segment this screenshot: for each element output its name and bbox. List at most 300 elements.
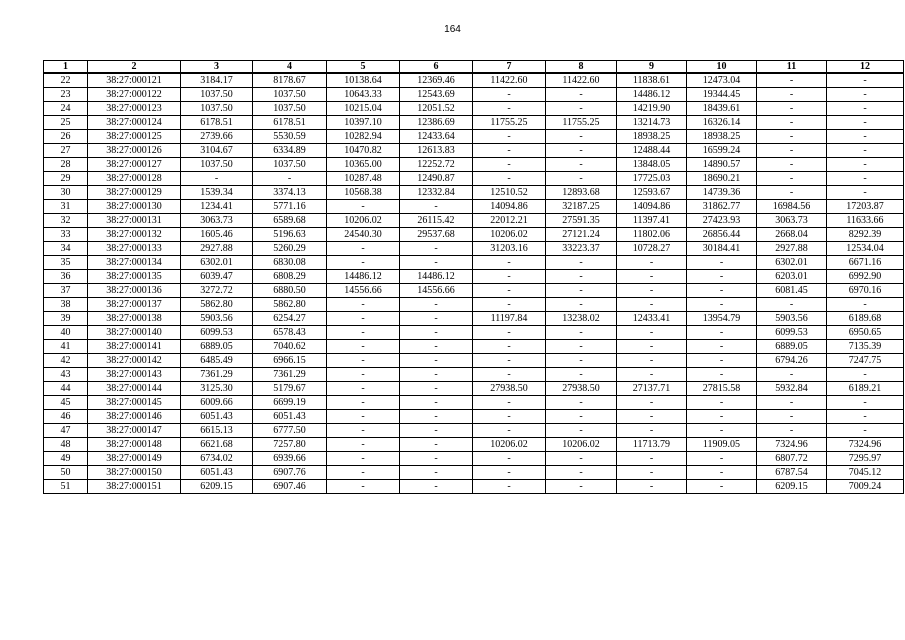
table-cell: 1037.50 bbox=[253, 88, 327, 102]
table-cell: - bbox=[827, 102, 904, 116]
table-cell: 12893.68 bbox=[546, 186, 617, 200]
table-cell: - bbox=[400, 438, 473, 452]
table-cell: 11755.25 bbox=[473, 116, 546, 130]
table-row bbox=[44, 116, 904, 130]
table-cell: 6889.05 bbox=[181, 340, 253, 354]
table-cell: 24 bbox=[44, 102, 88, 116]
table-cell: - bbox=[400, 312, 473, 326]
table-cell: - bbox=[757, 172, 827, 186]
table-cell: - bbox=[617, 466, 687, 480]
table-cell: 29 bbox=[44, 172, 88, 186]
table-cell: 37 bbox=[44, 284, 88, 298]
table-cell: 6615.13 bbox=[181, 424, 253, 438]
table-cell: 6209.15 bbox=[181, 480, 253, 494]
table-row bbox=[44, 158, 904, 172]
table-cell: - bbox=[473, 410, 546, 424]
table-cell: 49 bbox=[44, 452, 88, 466]
table-cell: - bbox=[473, 368, 546, 382]
table-cell: - bbox=[327, 410, 400, 424]
table-cell: 48 bbox=[44, 438, 88, 452]
table-cell: 12613.83 bbox=[400, 144, 473, 158]
table-cell: - bbox=[473, 284, 546, 298]
table-cell: 38:27:000135 bbox=[88, 270, 181, 284]
table-cell: 7135.39 bbox=[827, 340, 904, 354]
table-cell: 6485.49 bbox=[181, 354, 253, 368]
table-cell: - bbox=[827, 410, 904, 424]
table-cell: 7045.12 bbox=[827, 466, 904, 480]
table-cell: - bbox=[473, 396, 546, 410]
table-cell: - bbox=[327, 368, 400, 382]
table-row bbox=[44, 228, 904, 242]
table-cell: 11713.79 bbox=[617, 438, 687, 452]
table-cell: 29537.68 bbox=[400, 228, 473, 242]
table-cell: - bbox=[473, 452, 546, 466]
table-cell: - bbox=[327, 452, 400, 466]
table-cell: 6009.66 bbox=[181, 396, 253, 410]
data-table bbox=[43, 60, 904, 494]
table-cell: 1037.50 bbox=[181, 102, 253, 116]
table-cell: 1037.50 bbox=[181, 88, 253, 102]
table-cell: 25 bbox=[44, 116, 88, 130]
table-cell: - bbox=[827, 172, 904, 186]
table-cell: 38:27:000123 bbox=[88, 102, 181, 116]
table-cell: - bbox=[687, 466, 757, 480]
table-cell: 3272.72 bbox=[181, 284, 253, 298]
table-cell: - bbox=[827, 186, 904, 200]
table-cell: 18439.61 bbox=[687, 102, 757, 116]
table-cell: 14486.12 bbox=[327, 270, 400, 284]
column-header: 6 bbox=[400, 61, 473, 74]
table-row bbox=[44, 452, 904, 466]
table-cell: 14219.90 bbox=[617, 102, 687, 116]
table-cell: 12593.67 bbox=[617, 186, 687, 200]
table-cell: - bbox=[687, 270, 757, 284]
table-cell: - bbox=[687, 480, 757, 494]
table-cell: - bbox=[757, 158, 827, 172]
table-cell: 6671.16 bbox=[827, 256, 904, 270]
table-cell: 2927.88 bbox=[181, 242, 253, 256]
table-cell: 43 bbox=[44, 368, 88, 382]
table-cell: 38:27:000133 bbox=[88, 242, 181, 256]
table-cell: - bbox=[546, 172, 617, 186]
table-cell: 12051.52 bbox=[400, 102, 473, 116]
table-cell: - bbox=[617, 326, 687, 340]
table-cell: 39 bbox=[44, 312, 88, 326]
table-row bbox=[44, 312, 904, 326]
table-cell: - bbox=[253, 172, 327, 186]
table-row bbox=[44, 88, 904, 102]
table-row bbox=[44, 410, 904, 424]
table-cell: - bbox=[757, 424, 827, 438]
table-cell: - bbox=[327, 480, 400, 494]
table-cell: 2668.04 bbox=[757, 228, 827, 242]
table-row bbox=[44, 438, 904, 452]
table-cell: 38:27:000147 bbox=[88, 424, 181, 438]
table-cell: 7295.97 bbox=[827, 452, 904, 466]
table-cell: 6302.01 bbox=[757, 256, 827, 270]
table-cell: 45 bbox=[44, 396, 88, 410]
table-row bbox=[44, 172, 904, 186]
table-cell: - bbox=[473, 144, 546, 158]
table-cell: 27423.93 bbox=[687, 214, 757, 228]
table-cell: 7361.29 bbox=[253, 368, 327, 382]
table-cell: 38:27:000121 bbox=[88, 73, 181, 88]
table-cell: - bbox=[400, 340, 473, 354]
table-row bbox=[44, 326, 904, 340]
table-cell: - bbox=[827, 298, 904, 312]
table-cell: 6334.89 bbox=[253, 144, 327, 158]
table-cell: 12490.87 bbox=[400, 172, 473, 186]
table-cell: - bbox=[757, 298, 827, 312]
table-cell: 6039.47 bbox=[181, 270, 253, 284]
table-cell: 38:27:000134 bbox=[88, 256, 181, 270]
table-cell: 38 bbox=[44, 298, 88, 312]
table-cell: 6189.68 bbox=[827, 312, 904, 326]
table-row bbox=[44, 186, 904, 200]
table-cell: - bbox=[757, 396, 827, 410]
table-cell: - bbox=[327, 298, 400, 312]
table-cell: - bbox=[546, 326, 617, 340]
table-cell: 31 bbox=[44, 200, 88, 214]
table-cell: 10287.48 bbox=[327, 172, 400, 186]
table-cell: - bbox=[757, 116, 827, 130]
table-cell: 10206.02 bbox=[473, 438, 546, 452]
table-cell: 12433.41 bbox=[617, 312, 687, 326]
table-cell: - bbox=[617, 284, 687, 298]
table-cell: 18690.21 bbox=[687, 172, 757, 186]
table-cell: 13954.79 bbox=[687, 312, 757, 326]
table-cell: 16599.24 bbox=[687, 144, 757, 158]
table-cell: 1037.50 bbox=[253, 158, 327, 172]
table-cell: - bbox=[827, 158, 904, 172]
table-cell: 38:27:000150 bbox=[88, 466, 181, 480]
table-cell: - bbox=[687, 256, 757, 270]
table-row bbox=[44, 256, 904, 270]
table-cell: 14094.86 bbox=[617, 200, 687, 214]
table-cell: 14739.36 bbox=[687, 186, 757, 200]
table-cell: - bbox=[473, 298, 546, 312]
table-cell: - bbox=[617, 270, 687, 284]
table-cell: - bbox=[546, 158, 617, 172]
table-cell: 33223.37 bbox=[546, 242, 617, 256]
table-cell: 32187.25 bbox=[546, 200, 617, 214]
table-cell: 1539.34 bbox=[181, 186, 253, 200]
table-cell: 38:27:000136 bbox=[88, 284, 181, 298]
table-cell: - bbox=[327, 256, 400, 270]
table-cell: - bbox=[757, 88, 827, 102]
table-cell: 31203.16 bbox=[473, 242, 546, 256]
table-cell: 6302.01 bbox=[181, 256, 253, 270]
table-cell: - bbox=[827, 396, 904, 410]
table-cell: 14556.66 bbox=[400, 284, 473, 298]
table-cell: 6051.43 bbox=[253, 410, 327, 424]
table-cell: 38:27:000131 bbox=[88, 214, 181, 228]
table-cell: 38:27:000125 bbox=[88, 130, 181, 144]
table-cell: 11422.60 bbox=[546, 73, 617, 88]
table-row bbox=[44, 242, 904, 256]
table-cell: 6889.05 bbox=[757, 340, 827, 354]
table-cell: 8178.67 bbox=[253, 73, 327, 88]
table-cell: - bbox=[546, 144, 617, 158]
table-cell: 10206.02 bbox=[473, 228, 546, 242]
table-cell: 38:27:000144 bbox=[88, 382, 181, 396]
table-cell: 10282.94 bbox=[327, 130, 400, 144]
table-cell: 10215.04 bbox=[327, 102, 400, 116]
table-cell: - bbox=[687, 424, 757, 438]
table-cell: 38:27:000128 bbox=[88, 172, 181, 186]
table-cell: 10470.82 bbox=[327, 144, 400, 158]
table-cell: 38:27:000143 bbox=[88, 368, 181, 382]
header-row bbox=[44, 61, 904, 74]
table-cell: 38:27:000141 bbox=[88, 340, 181, 354]
table-cell: 14486.12 bbox=[617, 88, 687, 102]
table-cell: - bbox=[827, 368, 904, 382]
table-cell: 6578.43 bbox=[253, 326, 327, 340]
table-cell: 6699.19 bbox=[253, 396, 327, 410]
table-cell: - bbox=[827, 73, 904, 88]
column-header: 7 bbox=[473, 61, 546, 74]
table-cell: 51 bbox=[44, 480, 88, 494]
table-cell: - bbox=[617, 452, 687, 466]
table-cell: 35 bbox=[44, 256, 88, 270]
column-header: 9 bbox=[617, 61, 687, 74]
table-cell: 6189.21 bbox=[827, 382, 904, 396]
table-cell: 12332.84 bbox=[400, 186, 473, 200]
table-cell: - bbox=[617, 354, 687, 368]
table-cell: - bbox=[827, 424, 904, 438]
table-cell: 38:27:000124 bbox=[88, 116, 181, 130]
table-cell: - bbox=[827, 130, 904, 144]
table-cell: 26856.44 bbox=[687, 228, 757, 242]
table-cell: 6794.26 bbox=[757, 354, 827, 368]
table-cell: - bbox=[687, 340, 757, 354]
table-cell: 12433.64 bbox=[400, 130, 473, 144]
table-cell: 1605.46 bbox=[181, 228, 253, 242]
table-cell: 12534.04 bbox=[827, 242, 904, 256]
table-cell: - bbox=[473, 340, 546, 354]
table-cell: - bbox=[546, 130, 617, 144]
table-cell: - bbox=[327, 200, 400, 214]
table-row bbox=[44, 424, 904, 438]
table-cell: 8292.39 bbox=[827, 228, 904, 242]
table-cell: 44 bbox=[44, 382, 88, 396]
table-cell: - bbox=[546, 256, 617, 270]
table-cell: 5196.63 bbox=[253, 228, 327, 242]
table-cell: 16984.56 bbox=[757, 200, 827, 214]
table-cell: - bbox=[687, 298, 757, 312]
table-cell: - bbox=[617, 340, 687, 354]
table-cell: 11802.06 bbox=[617, 228, 687, 242]
table-cell: - bbox=[473, 466, 546, 480]
table-cell: 10206.02 bbox=[327, 214, 400, 228]
table-cell: 6907.46 bbox=[253, 480, 327, 494]
table-cell: 16326.14 bbox=[687, 116, 757, 130]
table-cell: 23 bbox=[44, 88, 88, 102]
table-body bbox=[44, 73, 904, 494]
table-cell: 12386.69 bbox=[400, 116, 473, 130]
table-cell: 7324.96 bbox=[827, 438, 904, 452]
column-header: 11 bbox=[757, 61, 827, 74]
table-cell: 12252.72 bbox=[400, 158, 473, 172]
table-cell: 6254.27 bbox=[253, 312, 327, 326]
table-row bbox=[44, 480, 904, 494]
table-cell: 6203.01 bbox=[757, 270, 827, 284]
table-cell: 22012.21 bbox=[473, 214, 546, 228]
table-cell: 7324.96 bbox=[757, 438, 827, 452]
table-cell: - bbox=[687, 396, 757, 410]
table-cell: 12543.69 bbox=[400, 88, 473, 102]
table-cell: - bbox=[546, 340, 617, 354]
table-cell: - bbox=[546, 480, 617, 494]
table-cell: - bbox=[757, 186, 827, 200]
table-row bbox=[44, 200, 904, 214]
table-cell: 7009.24 bbox=[827, 480, 904, 494]
table-cell: 13848.05 bbox=[617, 158, 687, 172]
table-cell: - bbox=[400, 424, 473, 438]
table-cell: 11633.66 bbox=[827, 214, 904, 228]
table-cell: 6777.50 bbox=[253, 424, 327, 438]
table-cell: 10397.10 bbox=[327, 116, 400, 130]
table-cell: - bbox=[473, 102, 546, 116]
table-row bbox=[44, 340, 904, 354]
table-cell: 2927.88 bbox=[757, 242, 827, 256]
table-cell: 38:27:000138 bbox=[88, 312, 181, 326]
table-row bbox=[44, 382, 904, 396]
table-cell: 6621.68 bbox=[181, 438, 253, 452]
table-cell: 6099.53 bbox=[181, 326, 253, 340]
table-cell: - bbox=[546, 270, 617, 284]
table-cell: 11755.25 bbox=[546, 116, 617, 130]
table-cell: 6178.51 bbox=[253, 116, 327, 130]
table-cell: 19344.45 bbox=[687, 88, 757, 102]
column-header: 12 bbox=[827, 61, 904, 74]
table-cell: - bbox=[546, 88, 617, 102]
table-cell: - bbox=[617, 368, 687, 382]
table-cell: - bbox=[546, 396, 617, 410]
table-cell: - bbox=[473, 130, 546, 144]
table-cell: 5179.67 bbox=[253, 382, 327, 396]
table-cell: 7040.62 bbox=[253, 340, 327, 354]
table-cell: 6966.15 bbox=[253, 354, 327, 368]
table-cell: 6099.53 bbox=[757, 326, 827, 340]
table-cell: 18938.25 bbox=[687, 130, 757, 144]
table-cell: 11397.41 bbox=[617, 214, 687, 228]
table-cell: 12369.46 bbox=[400, 73, 473, 88]
table-cell: 12510.52 bbox=[473, 186, 546, 200]
table-row bbox=[44, 396, 904, 410]
table-cell: - bbox=[617, 256, 687, 270]
table-cell: - bbox=[827, 144, 904, 158]
table-cell: - bbox=[617, 396, 687, 410]
table-cell: 38:27:000130 bbox=[88, 200, 181, 214]
table-cell: 38:27:000146 bbox=[88, 410, 181, 424]
table-cell: - bbox=[327, 326, 400, 340]
table-cell: 7247.75 bbox=[827, 354, 904, 368]
table-cell: 10138.64 bbox=[327, 73, 400, 88]
table-cell: 6787.54 bbox=[757, 466, 827, 480]
table-cell: 12473.04 bbox=[687, 73, 757, 88]
table-cell: 38:27:000149 bbox=[88, 452, 181, 466]
table-cell: 38:27:000129 bbox=[88, 186, 181, 200]
table-cell: - bbox=[400, 256, 473, 270]
table-cell: 41 bbox=[44, 340, 88, 354]
table-cell: 13214.73 bbox=[617, 116, 687, 130]
table-cell: - bbox=[757, 144, 827, 158]
table-cell: 22 bbox=[44, 73, 88, 88]
table-cell: 3184.17 bbox=[181, 73, 253, 88]
table-cell: - bbox=[400, 452, 473, 466]
table-cell: 7257.80 bbox=[253, 438, 327, 452]
table-cell: 38:27:000127 bbox=[88, 158, 181, 172]
table-cell: - bbox=[473, 354, 546, 368]
table-cell: - bbox=[400, 354, 473, 368]
table-row bbox=[44, 270, 904, 284]
table-cell: 27591.35 bbox=[546, 214, 617, 228]
table-cell: 27 bbox=[44, 144, 88, 158]
table-cell: - bbox=[617, 424, 687, 438]
table-cell: 46 bbox=[44, 410, 88, 424]
column-header: 5 bbox=[327, 61, 400, 74]
table-cell: - bbox=[473, 270, 546, 284]
table-cell: 5903.56 bbox=[181, 312, 253, 326]
table-cell: - bbox=[327, 382, 400, 396]
column-header: 1 bbox=[44, 61, 88, 74]
table-cell: 5903.56 bbox=[757, 312, 827, 326]
table-row bbox=[44, 354, 904, 368]
table-row bbox=[44, 102, 904, 116]
table-cell: 11909.05 bbox=[687, 438, 757, 452]
table-cell: - bbox=[546, 102, 617, 116]
table-cell: 11422.60 bbox=[473, 73, 546, 88]
table-cell: - bbox=[327, 340, 400, 354]
table-cell: 5862.80 bbox=[253, 298, 327, 312]
table-cell: 38:27:000122 bbox=[88, 88, 181, 102]
table-cell: - bbox=[757, 410, 827, 424]
table-cell: - bbox=[473, 424, 546, 438]
table-cell: 38:27:000140 bbox=[88, 326, 181, 340]
table-cell: 30184.41 bbox=[687, 242, 757, 256]
table-cell: 40 bbox=[44, 326, 88, 340]
table-cell: 6992.90 bbox=[827, 270, 904, 284]
table-cell: 6808.29 bbox=[253, 270, 327, 284]
table-row bbox=[44, 130, 904, 144]
table-cell: 14486.12 bbox=[400, 270, 473, 284]
table-cell: 6970.16 bbox=[827, 284, 904, 298]
table-row bbox=[44, 368, 904, 382]
table-cell: 10568.38 bbox=[327, 186, 400, 200]
table-cell: - bbox=[400, 410, 473, 424]
table-cell: - bbox=[757, 102, 827, 116]
column-header: 2 bbox=[88, 61, 181, 74]
table-cell: 1037.50 bbox=[253, 102, 327, 116]
table-cell: 50 bbox=[44, 466, 88, 480]
table-cell: 26 bbox=[44, 130, 88, 144]
table-cell: - bbox=[757, 130, 827, 144]
table-cell: - bbox=[546, 424, 617, 438]
table-cell: 27121.24 bbox=[546, 228, 617, 242]
table-cell: - bbox=[327, 242, 400, 256]
table-cell: 6830.08 bbox=[253, 256, 327, 270]
table-cell: - bbox=[546, 368, 617, 382]
table-cell: - bbox=[400, 480, 473, 494]
table-row bbox=[44, 214, 904, 228]
table-cell: 2739.66 bbox=[181, 130, 253, 144]
table-cell: - bbox=[327, 354, 400, 368]
table-cell: - bbox=[400, 466, 473, 480]
table-cell: 27137.71 bbox=[617, 382, 687, 396]
table-cell: - bbox=[473, 256, 546, 270]
table-cell: 6051.43 bbox=[181, 466, 253, 480]
